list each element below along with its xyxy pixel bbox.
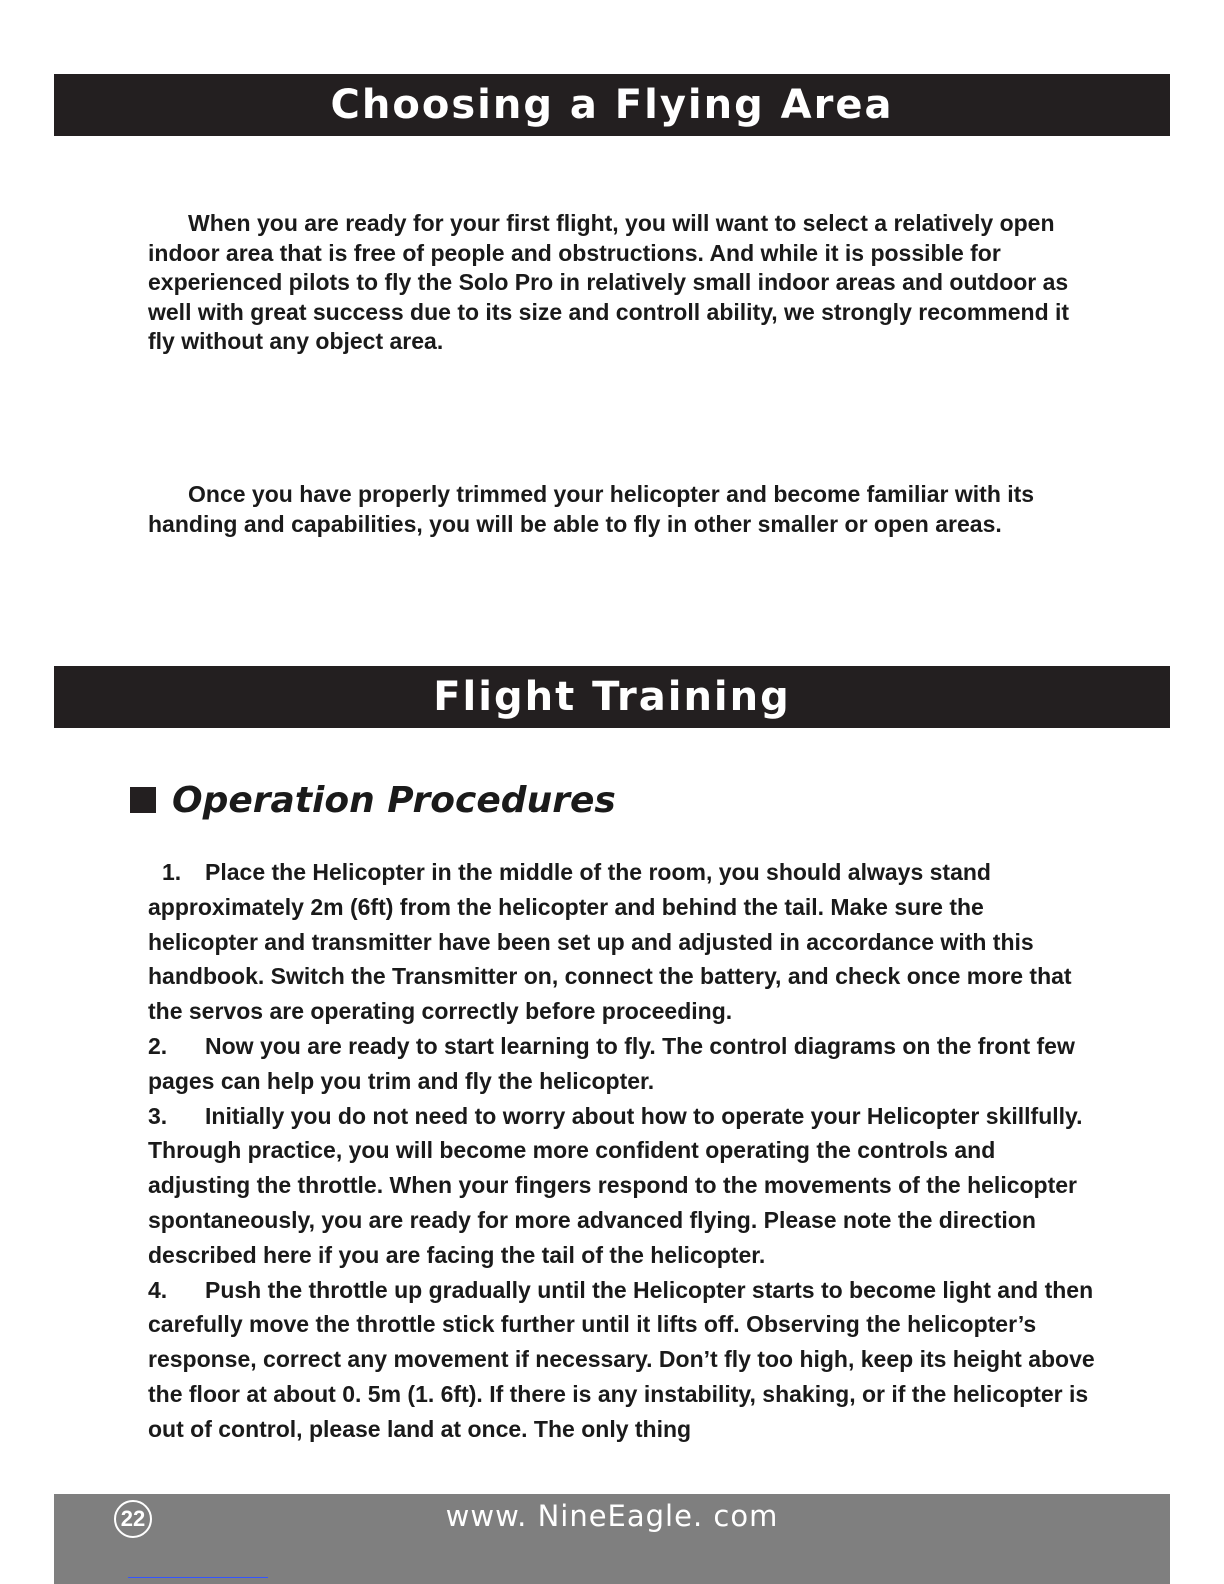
step-number: 2. [148, 1032, 168, 1059]
square-bullet-icon [130, 787, 156, 813]
section-title: Choosing a Flying Area [330, 82, 894, 128]
step-text: Initially you do not need to worry about how to operate your Helicopter skillfully. Through practice, you will become more confident operating the controls and adjusting the throttle. When your fingers respond to the movements of the helicopter spontaneously, you are ready for more advanced flying. Please note the direction described here if you are facing the tail of the helicopter. [148, 1102, 1083, 1268]
procedure-steps-list [148, 855, 1098, 1447]
paragraph-flying-area [148, 209, 1098, 357]
paragraph-trimmed-helicopter [148, 480, 1098, 539]
step-text: Place the Helicopter in the middle of the room, you should always stand approximately 2m (6ft) from the helicopter and behind the tail. Make sure the helicopter and transmitter have been set up and adjusted in accordance with this handbook. Switch the Transmitter on, connect the battery, and check once more that the servos are operating correctly before proceeding. [148, 859, 1072, 1025]
subheading-operation-procedures [130, 776, 616, 824]
procedure-step [148, 1273, 1098, 1447]
step-text: Push the throttle up gradually until the Helicopter starts to become light and then carefully move the throttle stick further until it lifts off. Observing the helicopter’s response, correct any movement if necessary. Don’t fly too high, keep its height above the floor at about 0. 5m (1. 6ft). If there is any instability, shaking, or if the helicopter is out of control, please land at once. The only thing [148, 1276, 1095, 1442]
step-text: Now you are ready to start learning to fly. The control diagrams on the front few pages can help you trim and fly the helicopter. [148, 1032, 1075, 1094]
website-url: www. NineEagle. com [445, 1499, 779, 1533]
step-number: 3. [148, 1102, 168, 1129]
procedure-step [148, 1099, 1098, 1273]
step-number: 4. [148, 1276, 168, 1303]
step-number: 1. [162, 859, 182, 885]
section-banner-choosing-flying-area [54, 74, 1170, 136]
page-number-badge: 22 [114, 1500, 152, 1538]
section-title: Flight Training [433, 674, 791, 720]
subheading-text: Operation Procedures [172, 779, 616, 821]
section-banner-flight-training [54, 666, 1170, 728]
page-footer [54, 1494, 1170, 1584]
paragraph-text: When you are ready for your first flight, you will want to select a relatively open indoor area that is free of people and obstructions. And while it is possible for experienced pilots to fly the Solo Pro in relatively small indoor areas and outdoor as well with great success due to its size and controll ability, we strongly recommend it fly without any object area. [148, 210, 1070, 354]
link-underline-divider [128, 1577, 268, 1578]
procedure-step [148, 855, 1098, 1029]
procedure-step [148, 1029, 1098, 1099]
paragraph-text: Once you have properly trimmed your helicopter and become familiar with its handing and capabilities, you will be able to fly in other smaller or open areas. [148, 481, 1035, 537]
